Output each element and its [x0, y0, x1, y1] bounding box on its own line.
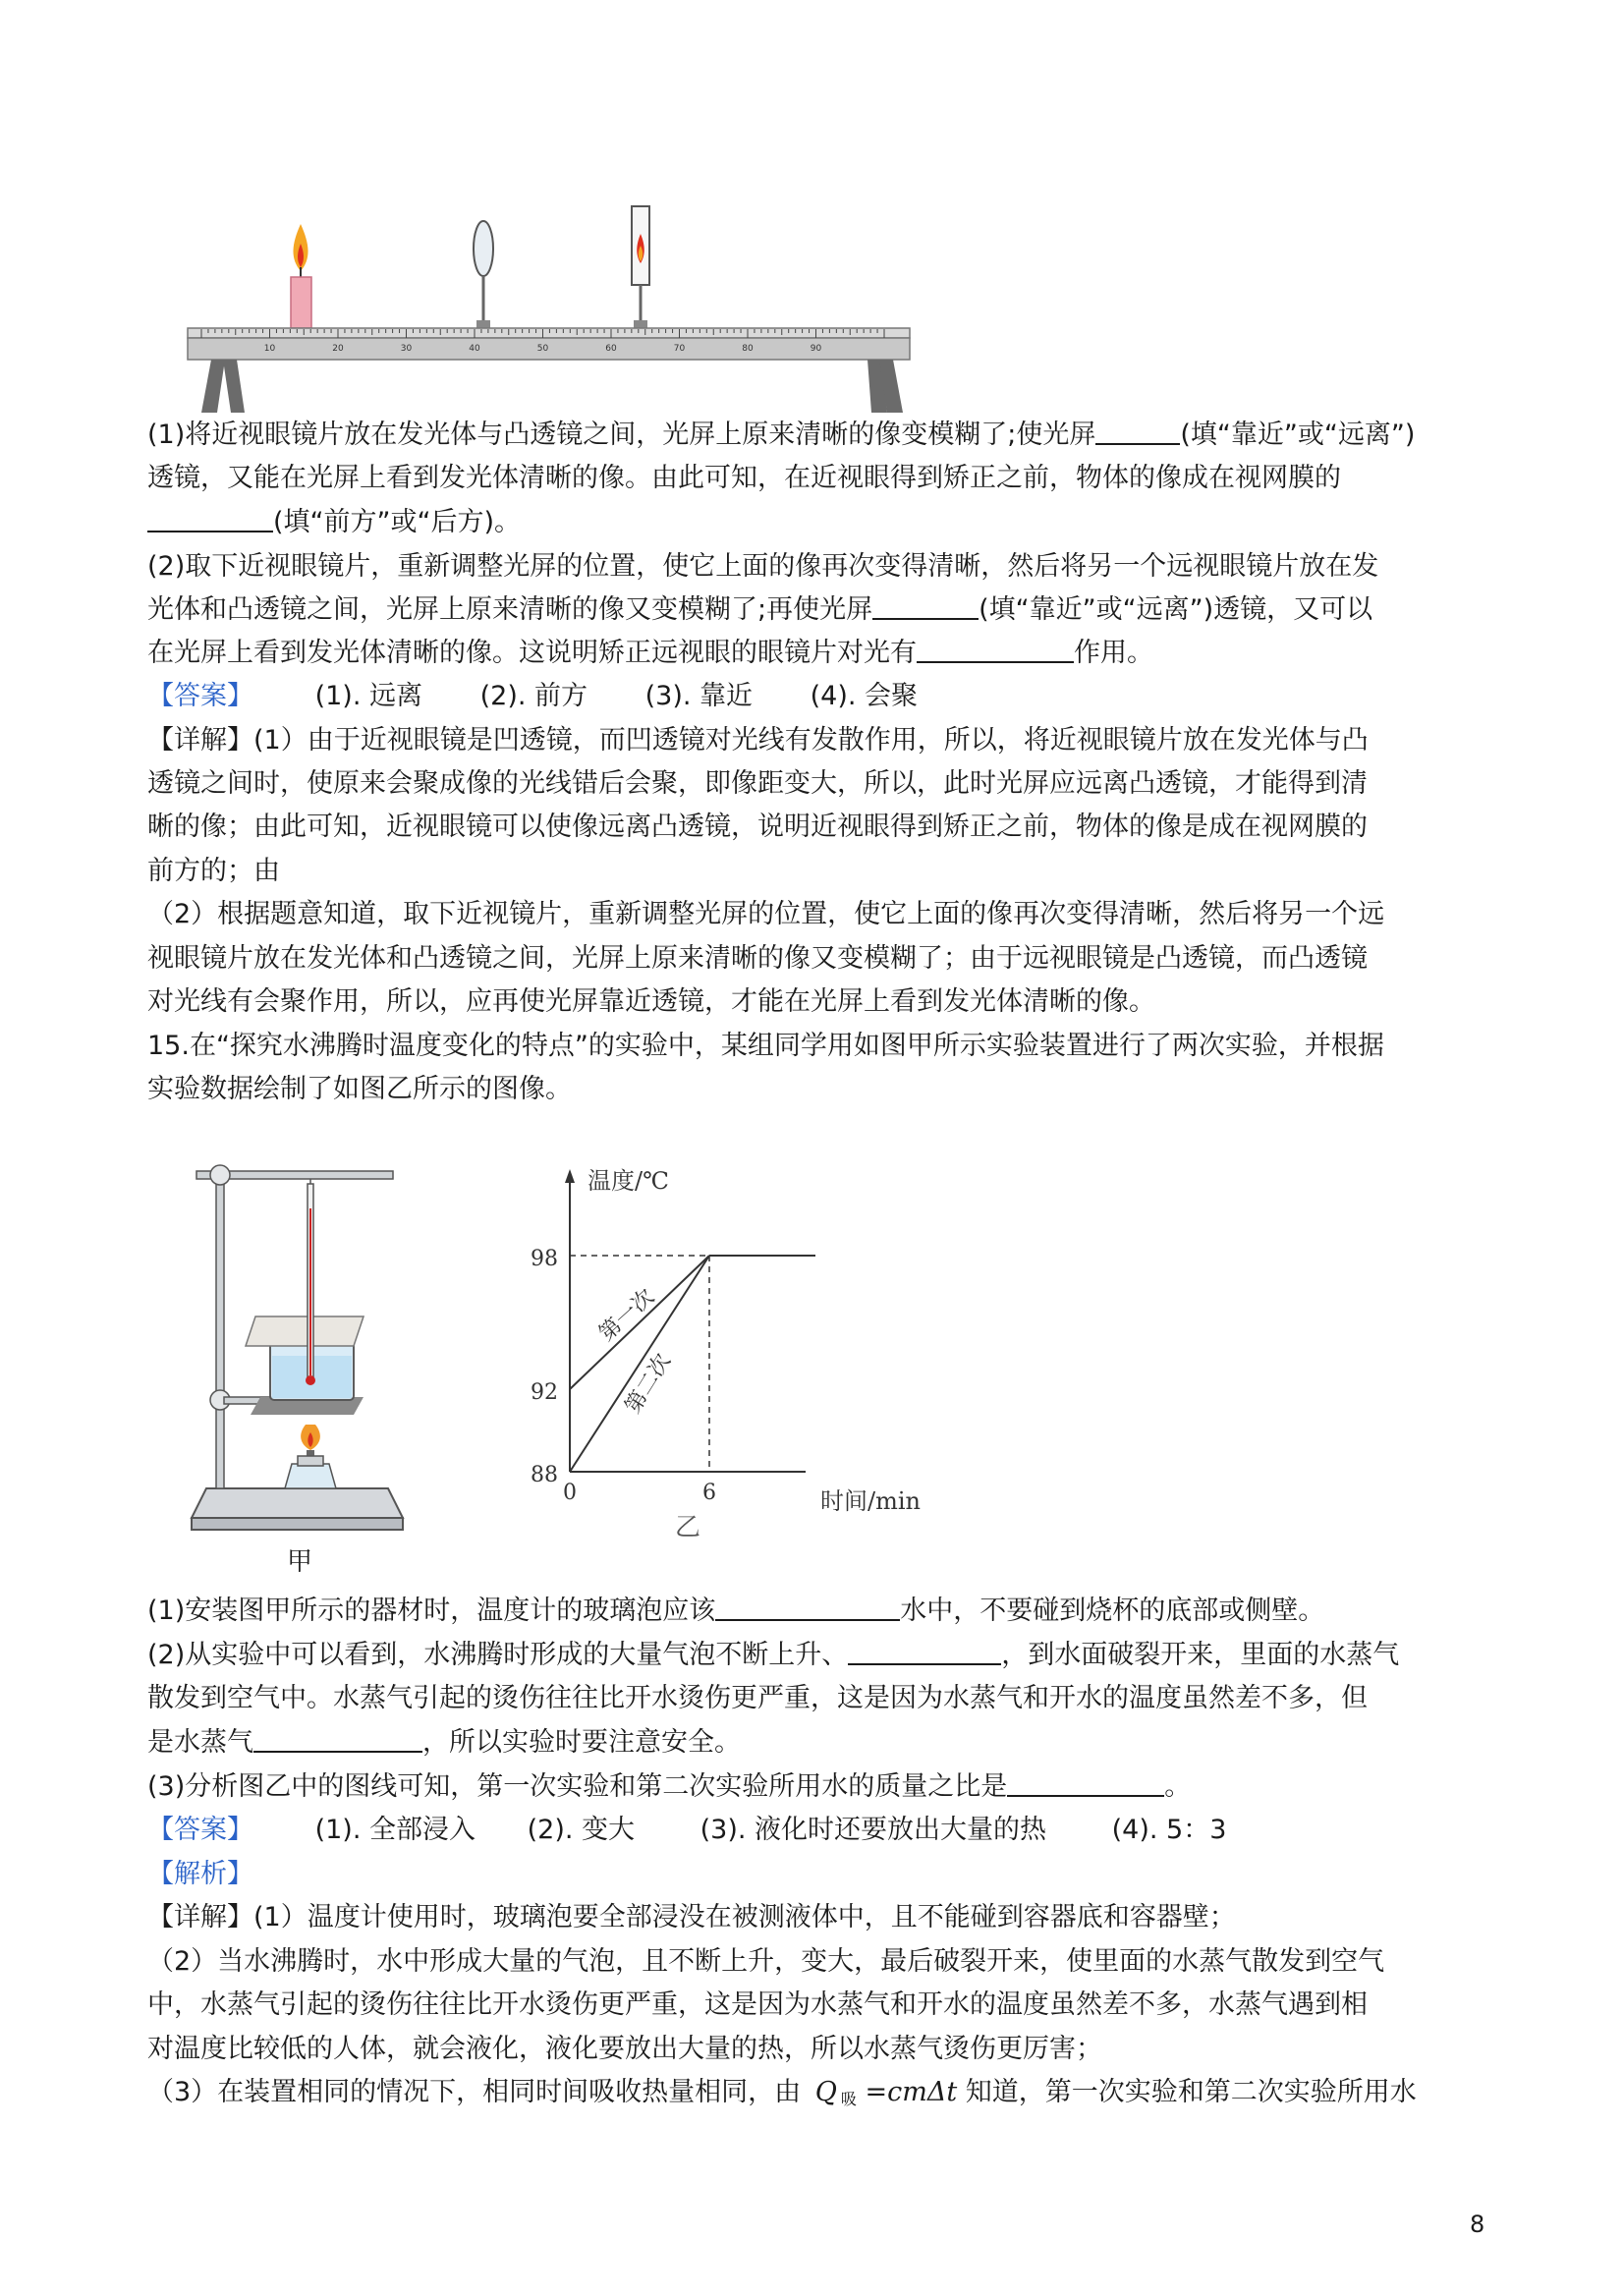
q15-stem-line1: 15.在“探究水沸腾时温度变化的特点”的实验中，某组同学用如图甲所示实验装置进行了两次实验，并根据	[147, 1031, 1384, 1061]
q15-p3-text-b: 。	[1164, 1771, 1192, 1802]
q15-detail-text-5a: （3）在装置相同的情况下，相同时间吸收热量相同，由	[147, 2077, 802, 2107]
graph-xtick-6: 6	[702, 1481, 716, 1505]
q14-answer-tag: 【答案】	[147, 681, 253, 711]
q15-p1-text-b: 水中，不要碰到烧杯的底部或侧壁。	[900, 1596, 1325, 1626]
q15-detail-text-1: (1）温度计使用时，玻璃泡要全部浸没在被测液体中，且不能碰到容器底和容器壁；	[253, 1902, 1236, 1932]
q15-blank-4[interactable]	[1007, 1767, 1164, 1797]
q14-blank-1[interactable]	[1095, 416, 1180, 445]
q14-detail-line5: （2）根据题意知道，取下近视镜片，重新调整光屏的位置，使它上面的像再次变得清晰，然后将另一个远	[147, 899, 1385, 929]
q14-p1-line1-text-b: (填“靠近”或“远离”)	[1180, 420, 1416, 450]
q14-detail-line2: 透镜之间时，使原来会聚成像的光线错后会聚，即像距变大，所以，此时光屏应远离凸透镜，才能得到清	[147, 768, 1368, 799]
graph-ytick-92: 92	[531, 1380, 558, 1405]
ruler-tick-label: 30	[400, 344, 413, 354]
q14-p1-line3	[147, 503, 521, 542]
q15-detail-line1	[147, 1898, 1236, 1937]
q14-p1-line3-text: (填“前方”或“后方)。	[273, 507, 522, 537]
formula-subscript: 吸	[840, 2090, 857, 2108]
q15-p1-text-a: (1)安装图甲所示的器材时，温度计的玻璃泡应该	[147, 1596, 716, 1626]
q15-blank-1[interactable]	[715, 1592, 900, 1621]
q14-p2-line2	[147, 590, 1372, 630]
q14-p1-line1-text-a: (1)将近视眼镜片放在发光体与凸透镜之间，光屏上原来清晰的像变模糊了;使光屏	[147, 420, 1096, 450]
ruler-tick-label: 90	[810, 344, 822, 354]
q15-p3-text-a: (3)分析图乙中的图线可知，第一次实验和第二次实验所用水的质量之比是	[147, 1771, 1008, 1802]
q15-p2-line3-text-a: 是水蒸气	[147, 1727, 253, 1758]
boiling-apparatus-figure	[182, 1140, 427, 1572]
convex-lens	[474, 221, 493, 328]
q14-detail-tag: 【详解】	[147, 725, 253, 756]
q15-p2-line1-text-b: ，到水面破裂开来，里面的水蒸气	[1001, 1640, 1400, 1670]
q15-answer-1: (1). 全部浸入	[314, 1815, 476, 1845]
q14-detail-line3: 晰的像；由此可知，近视眼镜可以使像远离凸透镜，说明近视眼得到矫正之前，物体的像是成在视网膜的	[147, 812, 1368, 842]
q15-p3	[147, 1767, 1191, 1807]
q14-p2-line1: (2)取下近视眼镜片，重新调整光屏的位置，使它上面的像再次变得清晰，然后将另一个远视眼镜片放在发	[147, 551, 1379, 582]
temperature-time-graph	[521, 1157, 953, 1550]
q15-p2-line1	[147, 1636, 1399, 1675]
graph-ytick-98: 98	[531, 1247, 558, 1271]
q14-detail-line7: 对光线有会聚作用，所以，应再使光屏靠近透镜，才能在光屏上看到发光体清晰的像。	[147, 986, 1155, 1017]
q14-p2-line2-text-a: 光体和凸透镜之间，光屏上原来清晰的像又变模糊了;再使光屏	[147, 594, 873, 625]
q14-detail-line4: 前方的；由	[147, 856, 280, 886]
optical-bench-figure	[182, 195, 919, 416]
fig-jia-label: 甲	[286, 1547, 313, 1572]
ruler-tick-label: 40	[469, 344, 480, 354]
q14-p1-line2: 透镜，又能在光屏上看到发光体清晰的像。由此可知，在近视眼得到矫正之前，物体的像成在视网膜的	[147, 463, 1341, 493]
q14-blank-4[interactable]	[917, 634, 1074, 663]
q14-p1-line1	[147, 416, 1415, 455]
graph-ylabel: 温度/℃	[588, 1167, 669, 1195]
formula-rest: =cmΔt	[856, 2077, 958, 2107]
q15-answer-tag: 【答案】	[147, 1815, 253, 1845]
ruler-tick-label: 80	[742, 344, 754, 354]
candle	[291, 224, 311, 328]
q15-detail-tag: 【详解】	[147, 1902, 253, 1932]
q14-detail-line1	[147, 721, 1369, 760]
q14-blank-3[interactable]	[872, 590, 979, 620]
graph-label-second: 第二次	[620, 1349, 677, 1419]
ruler-bench	[188, 328, 910, 413]
q15-answer-2: (2). 变大	[527, 1815, 636, 1845]
q14-detail-line6: 视眼镜片放在发光体和凸透镜之间，光屏上原来清晰的像又变模糊了；由于远视眼镜是凸透镜，而凸透镜	[147, 943, 1368, 974]
q14-p2-line3-text-a: 在光屏上看到发光体清晰的像。这说明矫正远视眼的眼镜片对光有	[147, 638, 917, 668]
q14-answer-line	[147, 677, 918, 716]
page-number: 8	[1470, 2211, 1485, 2238]
graph-xtick-0: 0	[563, 1481, 577, 1505]
ruler-tick-label: 10	[263, 344, 276, 354]
light-screen	[632, 206, 649, 328]
fig-yi-label: 乙	[674, 1513, 701, 1542]
ruler-tick-label: 20	[332, 344, 344, 354]
q15-detail-line5	[147, 2073, 1417, 2119]
q14-answer-2: (2). 前方	[479, 681, 588, 711]
q15-detail-line2: （2）当水沸腾时，水中形成大量的气泡，且不断上升，变大，最后破裂开来，使里面的水蒸气散发到空气	[147, 1946, 1385, 1977]
q15-analysis-tag: 【解析】	[147, 1859, 253, 1889]
q15-p2-line3-text-b: ，所以实验时要注意安全。	[422, 1727, 741, 1758]
q15-answer-line	[147, 1811, 1226, 1850]
q15-p2-line1-text-a: (2)从实验中可以看到，水沸腾时形成的大量气泡不断上升、	[147, 1640, 849, 1670]
graph-line-first	[570, 1256, 709, 1389]
q15-detail-line3: 中，水蒸气引起的烫伤往往比开水烫伤更严重，这是因为水蒸气和开水的温度虽然差不多，水蒸气遇到相	[147, 1989, 1368, 2020]
graph-label-first: 第一次	[594, 1284, 660, 1347]
q14-answer-4: (4). 会聚	[810, 681, 919, 711]
q15-analysis-line	[147, 1855, 253, 1894]
graph-ytick-88: 88	[531, 1463, 558, 1487]
q15-p1	[147, 1592, 1324, 1631]
q14-answer-1: (1). 远离	[314, 681, 423, 711]
q14-detail-text-1: (1）由于近视眼镜是凹透镜，而凹透镜对光线有发散作用，所以，将近视眼镜片放在发光体与凸	[253, 725, 1369, 756]
ruler-tick-label: 70	[673, 344, 686, 354]
q14-p2-line3	[147, 634, 1153, 673]
q15-detail-line4: 对温度比较低的人体，就会液化，液化要放出大量的热，所以水蒸气烫伤更厉害；	[147, 2034, 1102, 2064]
q14-blank-2[interactable]	[147, 503, 273, 532]
q14-p2-line3-text-b: 作用。	[1074, 638, 1153, 668]
q15-stem-line2: 实验数据绘制了如图乙所示的图像。	[147, 1074, 572, 1104]
q14-p2-line2-text-b: (填“靠近”或“远离”)透镜，又可以	[979, 594, 1373, 625]
q15-detail-text-5b: 知道，第一次实验和第二次实验所用水	[957, 2077, 1417, 2107]
q15-p2-line2: 散发到空气中。水蒸气引起的烫伤往往比开水烫伤更严重，这是因为水蒸气和开水的温度虽然差不多，但	[147, 1683, 1368, 1713]
formula-q: Q	[814, 2077, 837, 2107]
q15-p2-line3	[147, 1723, 741, 1763]
q15-answer-4: (4). 5：3	[1111, 1815, 1227, 1845]
ruler-tick-label: 60	[605, 344, 617, 354]
ruler-tick-label: 50	[536, 344, 549, 354]
q15-blank-2[interactable]	[848, 1636, 1001, 1665]
q15-blank-3[interactable]	[253, 1723, 422, 1753]
graph-xlabel: 时间/min	[820, 1487, 921, 1515]
q15-answer-3: (3). 液化时还要放出大量的热	[700, 1815, 1047, 1845]
q14-answer-3: (3). 靠近	[644, 681, 754, 711]
